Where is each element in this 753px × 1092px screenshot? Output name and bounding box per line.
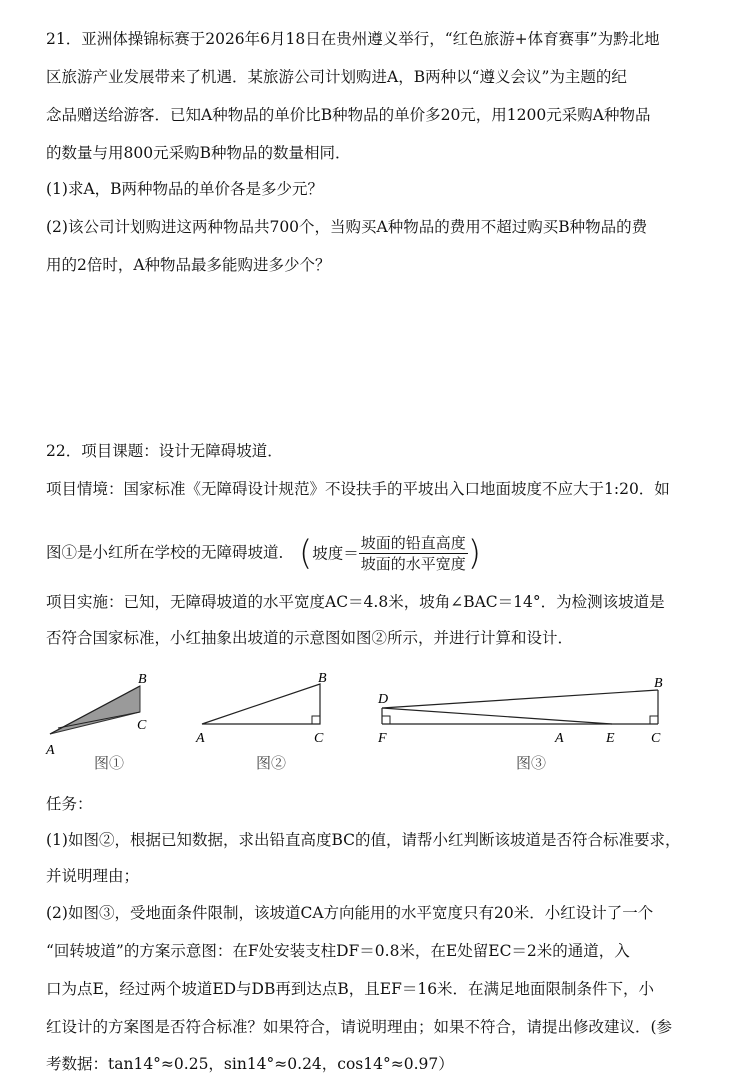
figure-2-triangle xyxy=(190,668,340,748)
slope-label: 坡度＝ xyxy=(312,544,359,563)
fig3-label-E: E xyxy=(606,731,615,746)
q22-task-2b: “回转坡道”的方案示意图：在F处安装支柱DF＝0.8米，在E处留EC＝2米的通道，入 xyxy=(46,942,630,960)
fig2-label-B: B xyxy=(318,671,327,686)
q22-implementation-1: 项目实施：已知，无障碍坡道的水平宽度AC＝4.8米，坡角∠BAC＝14°．为检测该坡道是 xyxy=(46,593,665,611)
q22-implementation-2: 否符合国家标准，小红抽象出坡道的示意图如图②所示，并进行计算和设计． xyxy=(46,629,574,647)
q21-part-2a: (2)该公司计划购进这两种物品共700个，当购买A种物品的费用不超过购买B种物品的费 xyxy=(46,218,648,236)
q21-line-1: 21．亚洲体操锦标赛于2026年6月18日在贵州遵义举行，“红色旅游+体育赛事”为黔北地 xyxy=(46,30,660,48)
q21-line-3: 念品赠送给游客．已知A种物品的单价比B种物品的单价多20元，用1200元采购A种物品 xyxy=(46,106,651,124)
fig1-label-A: A xyxy=(46,743,55,758)
q22-context-1: 项目情境：国家标准《无障碍设计规范》不设扶手的平坡出入口地面坡度不应大于1:20．如 xyxy=(46,480,670,498)
fig2-label-C: C xyxy=(314,731,324,746)
fig1-label-C: C xyxy=(137,718,147,733)
q22-task-1a: (1)如图②，根据已知数据，求出铅直高度BC的值，请帮小红判断该坡道是否符合标准要求， xyxy=(46,831,681,849)
fig3-label-D: D xyxy=(378,692,389,707)
slope-denominator: 坡面的水平宽度 xyxy=(360,555,466,573)
fig3-label-B: B xyxy=(654,676,663,691)
figure-3-switchback xyxy=(368,668,678,748)
slope-fraction xyxy=(359,533,468,574)
q22-task-2a: (2)如图③，受地面条件限制，该坡道CA方向能用的水平宽度只有20米．小红设计了一个 xyxy=(46,904,654,922)
q21-line-2: 区旅游产业发展带来了机遇．某旅游公司计划购进A，B两种以“遵义会议”为主题的纪 xyxy=(46,68,627,86)
fig3-label-A: A xyxy=(555,731,564,746)
figure-2-caption: 图② xyxy=(256,754,287,772)
fig3-label-C: C xyxy=(651,731,661,746)
slope-numerator: 坡面的铅直高度 xyxy=(360,534,466,552)
q22-task-2c: 口为点E，经过两个坡道ED与DB再到达点B，且EF＝16米．在满足地面限制条件下，小 xyxy=(46,980,655,998)
q22-task-2e: 考数据：tan14°≈0.25，sin14°≈0.24，cos14°≈0.97） xyxy=(46,1055,454,1073)
q21-part-2b: 用的2倍时，A种物品最多能购进多少个？ xyxy=(46,256,331,274)
fig2-label-A: A xyxy=(196,731,205,746)
q21-line-4: 的数量与用800元采购B种物品的数量相同． xyxy=(46,144,351,162)
q22-context-2: 图①是小红所在学校的无障碍坡道． (坡度＝ $\frac{\text{坡面的铅直高度}}{\text{坡面的水平宽度}}$ ) xyxy=(46,533,482,574)
q22-task-2d: 红设计的方案图是否符合标准？如果符合，请说明理由；如果不符合，请提出修改建议．(参 xyxy=(46,1018,673,1036)
figure-1-ramp xyxy=(40,668,170,760)
fig1-label-B: B xyxy=(138,672,147,687)
q22-title: 22．项目课题：设计无障碍坡道． xyxy=(46,442,283,460)
q22-task-heading: 任务： xyxy=(46,795,93,813)
q21-part-1: (1)求A，B两种物品的单价各是多少元？ xyxy=(46,180,324,198)
q22-task-1b: 并说明理由； xyxy=(46,867,140,885)
figure-1-caption: 图① xyxy=(94,754,125,772)
fig3-label-F: F xyxy=(378,731,387,746)
figure-3-caption: 图③ xyxy=(516,754,547,772)
q22-context-2-text: 图①是小红所在学校的无障碍坡道． xyxy=(46,543,295,562)
triangle-abc xyxy=(202,684,320,724)
